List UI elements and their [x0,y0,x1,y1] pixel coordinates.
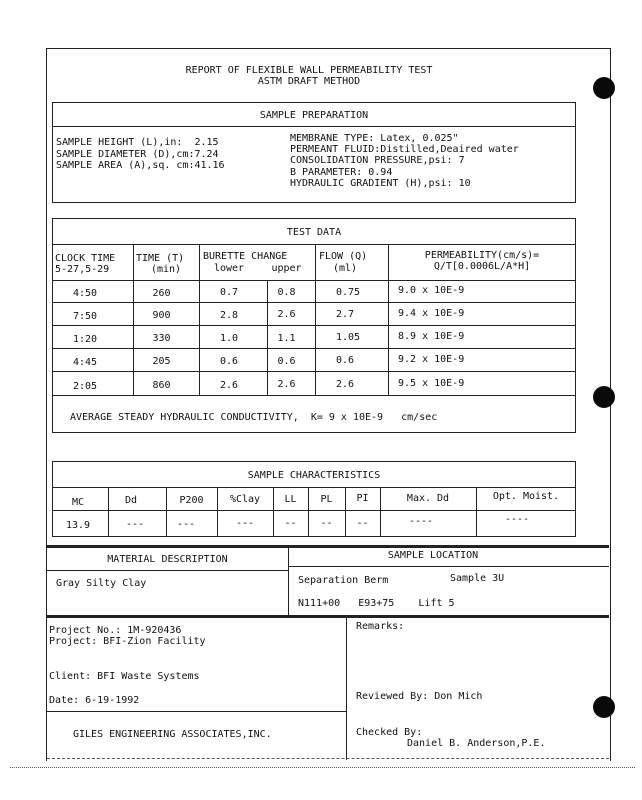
time-header: TIME (T) [136,253,185,264]
report-date: Date: 6-19-1992 [49,695,140,706]
consolidation-pressure: CONSOLIDATION PRESSURE,psi: 7 [290,155,465,166]
table-row-3-flow: 1.05 [335,332,361,343]
table-row-5-time: 860 [152,380,171,391]
project-number: Project No.: 1M-920436 [49,625,182,636]
char-header-dd: Dd [124,495,138,506]
binder-hole-middle [593,386,615,408]
company-name: GILES ENGINEERING ASSOCIATES,INC. [73,729,272,740]
table-row-2-time: 900 [152,310,171,321]
report-subtitle: ASTM DRAFT METHOD [257,76,361,87]
table-row-2-clock: 7:50 [72,311,98,322]
binder-hole-bottom [593,696,615,718]
scan-edge-line [47,758,609,759]
char-value-opt-moist: ---- [504,514,530,525]
table-row-4-upper: 0.6 [277,356,296,367]
hydraulic-gradient: HYDRAULIC GRADIENT (H),psi: 10 [290,178,471,189]
char-value-ll: -- [284,518,297,529]
char-value-p200: --- [176,519,196,530]
project-name: Project: BFI-Zion Facility [49,636,206,647]
burette-lower-header: lower [213,263,245,274]
table-row-2-lower: 2.8 [219,310,239,321]
remarks-label: Remarks: [356,621,405,632]
burette-change-header: BURETTE CHANGE [203,251,288,262]
char-value-pl: -- [320,518,333,529]
material-description-heading: MATERIAL DESCRIPTION [107,554,228,565]
table-row-5-flow: 2.6 [335,379,355,390]
table-row-3-time: 330 [152,333,171,344]
table-row-1-time: 260 [152,288,171,299]
permeability-header: PERMEABILITY(cm/s)= [424,250,540,261]
test-data-heading: TEST DATA [286,227,342,238]
sample-location-coordinates: N111+00 E93+75 Lift 5 [298,598,455,609]
table-row-4-time: 205 [152,356,171,367]
scan-noise-line [10,767,635,768]
sample-location-berm: Separation Berm [298,575,389,586]
permeability-formula-header: Q/T[0.0006L/A*H] [433,261,531,272]
table-row-1-clock: 4:50 [72,288,98,299]
table-row-3-lower: 1.0 [219,333,239,344]
sample-location-sample: Sample 3U [450,573,505,584]
char-value-max-dd: ---- [408,516,434,527]
char-header-mc: MC [71,497,85,508]
table-row-2-permeability: 9.4 x 10E-9 [398,308,465,319]
table-row-4-permeability: 9.2 x 10E-9 [398,354,465,365]
table-row-4-clock: 4:45 [72,357,98,368]
table-row-5-lower: 2.6 [219,380,239,391]
char-header-p200: P200 [179,495,204,506]
table-row-1-permeability: 9.0 x 10E-9 [398,285,465,296]
checked-by-label: Checked By: [356,727,423,738]
average-conductivity: AVERAGE STEADY HYDRAULIC CONDUCTIVITY, K= 9 x 10E-9 cm/sec [70,412,438,423]
char-header-pi: PI [356,493,369,504]
client-name: Client: BFI Waste Systems [49,671,200,682]
char-header-ll: LL [284,494,297,505]
char-header-max-dd: Max. Dd [406,493,450,504]
sample-area: SAMPLE AREA (A),sq. cm:41.16 [56,160,225,171]
sample-preparation-heading: SAMPLE PREPARATION [259,110,369,121]
char-header-opt-moist: Opt. Moist. [492,491,560,502]
reviewed-by: Reviewed By: Don Mich [356,691,483,702]
char-value-mc: 13.9 [65,520,91,531]
table-row-4-flow: 0.6 [335,355,355,366]
sample-height: SAMPLE HEIGHT (L),in: 2.15 [56,137,219,148]
sample-diameter: SAMPLE DIAMETER (D),cm:7.24 [56,149,219,160]
sample-characteristics-heading: SAMPLE CHARACTERISTICS [247,470,381,481]
flow-header: FLOW (Q) [319,251,368,262]
table-row-5-upper: 2.6 [277,379,296,390]
binder-hole-top [593,77,615,99]
char-header-pl: PL [320,494,333,505]
clock-dates-header: 5-27,5-29 [55,264,110,275]
table-row-5-clock: 2:05 [72,381,98,392]
char-header-clay: %Clay [229,494,261,505]
table-row-5-permeability: 9.5 x 10E-9 [398,378,465,389]
table-row-3-permeability: 8.9 x 10E-9 [398,331,465,342]
clock-time-header: CLOCK TIME [55,253,116,264]
material-description-value: Gray Silty Clay [56,578,147,589]
burette-upper-header: upper [271,263,302,274]
char-value-pi: -- [356,518,369,529]
char-value-clay: --- [235,518,255,529]
membrane-type: MEMBRANE TYPE: Latex, 0.025" [290,133,459,144]
table-row-1-lower: 0.7 [219,287,239,298]
permeant-fluid: PERMEANT FLUID:Distilled,Deaired water [290,144,519,155]
table-row-3-clock: 1:20 [72,334,98,345]
time-unit-header: (min) [150,264,182,275]
report-title: REPORT OF FLEXIBLE WALL PERMEABILITY TEST [185,65,433,76]
table-row-1-flow: 0.75 [335,287,361,298]
checked-by-name: Daniel B. Anderson,P.E. [407,738,546,749]
table-row-3-upper: 1.1 [277,333,296,344]
table-row-2-upper: 2.6 [277,309,296,320]
table-row-2-flow: 2.7 [335,309,355,320]
char-value-dd: --- [125,519,145,530]
flow-unit-header: (ml) [332,263,358,274]
table-row-1-upper: 0.8 [277,287,296,298]
table-row-4-lower: 0.6 [219,356,239,367]
sample-location-heading: SAMPLE LOCATION [387,550,479,561]
b-parameter: B PARAMETER: 0.94 [290,167,393,178]
